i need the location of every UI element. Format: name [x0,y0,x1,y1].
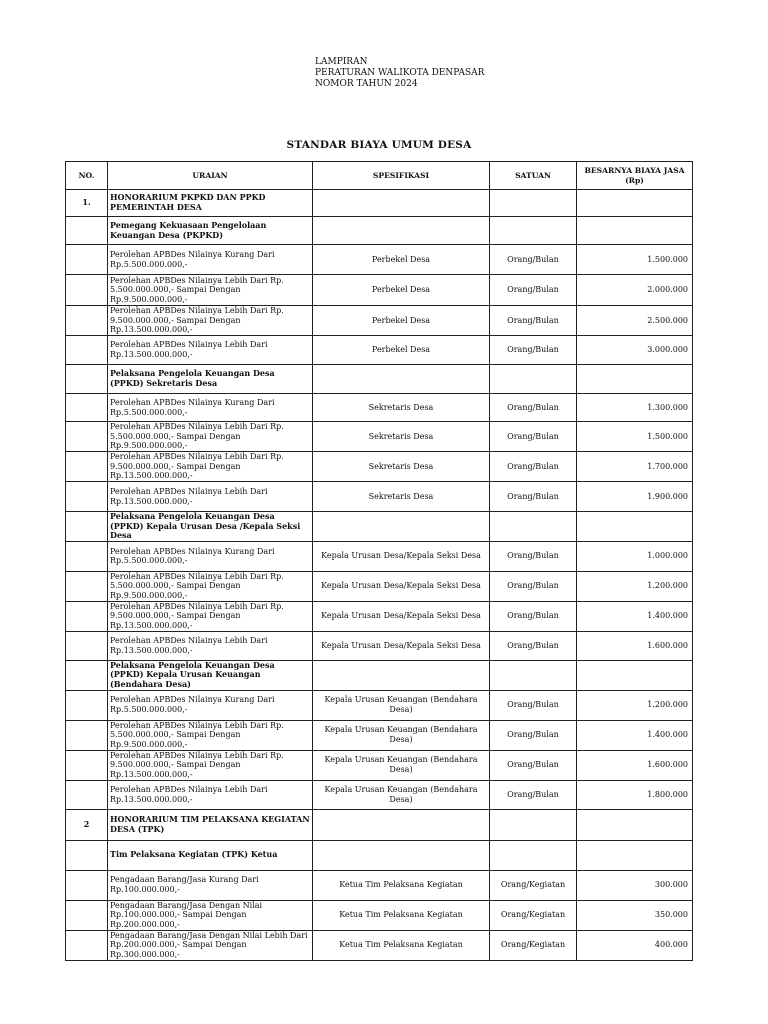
specification-cell: Perbekel Desa [313,245,490,275]
cost-cell: 1.700.000 [577,452,693,482]
unit-cell: Orang/Bulan [490,780,577,809]
specification-cell: Kepala Urusan Desa/Kepala Seksi Desa [313,541,490,571]
description-cell: Perolehan APBDes Nilainya Lebih Dari Rp.13.500.000.000,- [108,631,313,660]
specification-cell: Kepala Urusan Desa/Kepala Seksi Desa [313,571,490,601]
table-row [66,394,693,422]
unit-cell: Orang/Bulan [490,750,577,780]
unit-cell [490,809,577,840]
description-cell: Perolehan APBDes Nilainya Kurang Dari Rp.5.500.000.000,- [108,394,313,422]
number-cell [66,601,108,631]
description-cell: Perolehan APBDes Nilainya Lebih Dari Rp.13.500.000.000,- [108,482,313,512]
description-cell: Perolehan APBDes Nilainya Kurang Dari Rp.5.500.000.000,- [108,541,313,571]
table-row [66,870,693,900]
section-row [66,809,693,840]
table-row [66,452,693,482]
cost-cell: 1.400.000 [577,601,693,631]
group-row [66,840,693,870]
number-cell [66,750,108,780]
table-row [66,482,693,512]
unit-cell: Orang/Bulan [490,336,577,365]
unit-cell: Orang/Kegiatan [490,870,577,900]
number-cell [66,690,108,720]
specification-cell: Kepala Urusan Keuangan (Bendahara Desa) [313,690,490,720]
description-cell: Perolehan APBDes Nilainya Lebih Dari Rp. 9.500.000.000,- Sampai Dengan Rp.13.500.000.000,- [108,750,313,780]
cost-cell: 2.000.000 [577,275,693,306]
column-header-no: NO. [66,162,108,190]
unit-cell: Orang/Bulan [490,306,577,336]
group-row [66,512,693,542]
number-cell [66,275,108,306]
specification-cell: Sekretaris Desa [313,422,490,452]
group-title: Pelaksana Pengelola Keuangan Desa (PPKD) Kepala Urusan Keuangan (Bendahara Desa) [108,660,313,690]
unit-cell: Orang/Bulan [490,394,577,422]
number-cell [66,571,108,601]
cost-cell: 1.600.000 [577,750,693,780]
description-cell: Perolehan APBDes Nilainya Lebih Dari Rp. 9.500.000.000,- Sampai Dengan Rp.13.500.000.000,- [108,306,313,336]
description-cell: Pengadaan Barang/Jasa Dengan Nilai Rp.100.000.000,- Sampai Dengan Rp.200.000.000,- [108,900,313,930]
cost-standard-table [65,161,693,961]
group-row [66,217,693,245]
unit-cell: Orang/Bulan [490,690,577,720]
unit-cell: Orang/Bulan [490,245,577,275]
table-row [66,750,693,780]
number-cell [66,336,108,365]
description-cell: Perolehan APBDes Nilainya Kurang Dari Rp.5.500.000.000,- [108,245,313,275]
column-header-satuan: SATUAN [490,162,577,190]
cost-cell: 1.500.000 [577,422,693,452]
specification-cell: Ketua Tim Pelaksana Kegiatan [313,930,490,960]
cost-cell: 400.000 [577,930,693,960]
spec-cell [313,512,490,542]
section-title: HONORARIUM TIM PELAKSANA KEGIATAN DESA (TPK) [108,809,313,840]
unit-cell [490,217,577,245]
number-cell [66,720,108,750]
number-cell [66,245,108,275]
table-row [66,631,693,660]
number-cell [66,365,108,394]
section-number: 2 [66,809,108,840]
cost-cell: 1.600.000 [577,631,693,660]
table-row [66,306,693,336]
specification-cell: Sekretaris Desa [313,452,490,482]
description-cell: Perolehan APBDes Nilainya Lebih Dari Rp. 9.500.000.000,- Sampai Dengan Rp.13.500.000.000,- [108,601,313,631]
group-row [66,365,693,394]
number-cell [66,660,108,690]
number-cell [66,780,108,809]
specification-cell: Kepala Urusan Desa/Kepala Seksi Desa [313,601,490,631]
cost-cell [577,190,693,217]
header-number: NOMOR TAHUN 2024 [315,79,418,89]
unit-cell [490,190,577,217]
unit-cell [490,840,577,870]
number-cell [66,631,108,660]
cost-cell [577,365,693,394]
cost-cell: 3.000.000 [577,336,693,365]
document-title: STANDAR BIAYA UMUM DESA [286,139,472,151]
column-header-uraian: URAIAN [108,162,313,190]
unit-cell [490,512,577,542]
table-row [66,275,693,306]
specification-cell: Sekretaris Desa [313,482,490,512]
description-cell: Perolehan APBDes Nilainya Lebih Dari Rp. 5.500.000.000,- Sampai Dengan Rp.9.500.000.000,- [108,571,313,601]
spec-cell [313,660,490,690]
unit-cell: Orang/Bulan [490,482,577,512]
unit-cell [490,365,577,394]
cost-cell [577,840,693,870]
column-header-spesifikasi: SPESIFIKASI [313,162,490,190]
description-cell: Perolehan APBDes Nilainya Lebih Dari Rp. 9.500.000.000,- Sampai Dengan Rp.13.500.000.000,- [108,452,313,482]
section-title: HONORARIUM PKPKD DAN PPKD PEMERINTAH DESA [108,190,313,217]
specification-cell: Kepala Urusan Keuangan (Bendahara Desa) [313,750,490,780]
cost-cell: 350.000 [577,900,693,930]
table-row [66,780,693,809]
description-cell: Pengadaan Barang/Jasa Dengan Nilai Lebih Dari Rp.200.000.000,- Sampai Dengan Rp.300.000.000,- [108,930,313,960]
group-title: Pelaksana Pengelola Keuangan Desa (PPKD) Kepala Urusan Desa /Kepala Seksi Desa [108,512,313,542]
table-row [66,571,693,601]
group-title: Pemegang Kekuasaan Pengelolaan Keuangan Desa (PKPKD) [108,217,313,245]
description-cell: Perolehan APBDes Nilainya Lebih Dari Rp.13.500.000.000,- [108,780,313,809]
unit-cell: Orang/Bulan [490,601,577,631]
number-cell [66,217,108,245]
number-cell [66,900,108,930]
cost-cell: 1.400.000 [577,720,693,750]
number-cell [66,541,108,571]
group-row [66,660,693,690]
unit-cell: Orang/Bulan [490,452,577,482]
table-row [66,601,693,631]
description-cell: Perolehan APBDes Nilainya Kurang Dari Rp.5.500.000.000,- [108,690,313,720]
spec-cell [313,365,490,394]
cost-cell: 1.200.000 [577,690,693,720]
table-row [66,690,693,720]
cost-cell: 1.800.000 [577,780,693,809]
number-cell [66,422,108,452]
spec-cell [313,190,490,217]
cost-cell [577,660,693,690]
group-title: Pelaksana Pengelola Keuangan Desa (PPKD) Sekretaris Desa [108,365,313,394]
table-row [66,422,693,452]
specification-cell: Perbekel Desa [313,306,490,336]
unit-cell: Orang/Bulan [490,571,577,601]
table-row [66,541,693,571]
spec-cell [313,840,490,870]
unit-cell [490,660,577,690]
table-header-row [66,162,693,190]
number-cell [66,930,108,960]
unit-cell: Orang/Bulan [490,541,577,571]
table-row [66,930,693,960]
column-header-biaya: BESARNYA BIAYA JASA (Rp) [577,162,693,190]
description-cell: Perolehan APBDes Nilainya Lebih Dari Rp. 5.500.000.000,- Sampai Dengan Rp.9.500.000.000,- [108,422,313,452]
section-row [66,190,693,217]
unit-cell: Orang/Kegiatan [490,900,577,930]
header-lampiran: LAMPIRAN [315,57,368,67]
cost-cell: 1.300.000 [577,394,693,422]
number-cell [66,840,108,870]
cost-cell [577,512,693,542]
spec-cell [313,217,490,245]
spec-cell [313,809,490,840]
unit-cell: Orang/Bulan [490,631,577,660]
header-regulation: PERATURAN WALIKOTA DENPASAR [315,68,485,78]
cost-cell: 1.900.000 [577,482,693,512]
number-cell [66,306,108,336]
number-cell [66,482,108,512]
description-cell: Perolehan APBDes Nilainya Lebih Dari Rp. 5.500.000.000,- Sampai Dengan Rp.9.500.000.000,- [108,275,313,306]
cost-cell: 300.000 [577,870,693,900]
specification-cell: Ketua Tim Pelaksana Kegiatan [313,870,490,900]
specification-cell: Kepala Urusan Desa/Kepala Seksi Desa [313,631,490,660]
table-row [66,900,693,930]
specification-cell: Perbekel Desa [313,336,490,365]
cost-cell: 2.500.000 [577,306,693,336]
table-body [66,190,693,961]
group-title: Tim Pelaksana Kegiatan (TPK) Ketua [108,840,313,870]
specification-cell: Kepala Urusan Keuangan (Bendahara Desa) [313,780,490,809]
cost-cell [577,809,693,840]
number-cell [66,870,108,900]
specification-cell: Perbekel Desa [313,275,490,306]
specification-cell: Kepala Urusan Keuangan (Bendahara Desa) [313,720,490,750]
number-cell [66,512,108,542]
unit-cell: Orang/Bulan [490,275,577,306]
description-cell: Perolehan APBDes Nilainya Lebih Dari Rp.13.500.000.000,- [108,336,313,365]
specification-cell: Sekretaris Desa [313,394,490,422]
table-row [66,245,693,275]
section-number: 1. [66,190,108,217]
cost-cell: 1.000.000 [577,541,693,571]
cost-cell [577,217,693,245]
document-header [315,57,484,90]
number-cell [66,394,108,422]
specification-cell: Ketua Tim Pelaksana Kegiatan [313,900,490,930]
unit-cell: Orang/Bulan [490,720,577,750]
table-row [66,336,693,365]
number-cell [66,452,108,482]
unit-cell: Orang/Kegiatan [490,930,577,960]
table-row [66,720,693,750]
description-cell: Pengadaan Barang/Jasa Kurang Dari Rp.100.000.000,- [108,870,313,900]
cost-cell: 1.200.000 [577,571,693,601]
description-cell: Perolehan APBDes Nilainya Lebih Dari Rp. 5.500.000.000,- Sampai Dengan Rp.9.500.000.000,- [108,720,313,750]
unit-cell: Orang/Bulan [490,422,577,452]
cost-cell: 1.500.000 [577,245,693,275]
